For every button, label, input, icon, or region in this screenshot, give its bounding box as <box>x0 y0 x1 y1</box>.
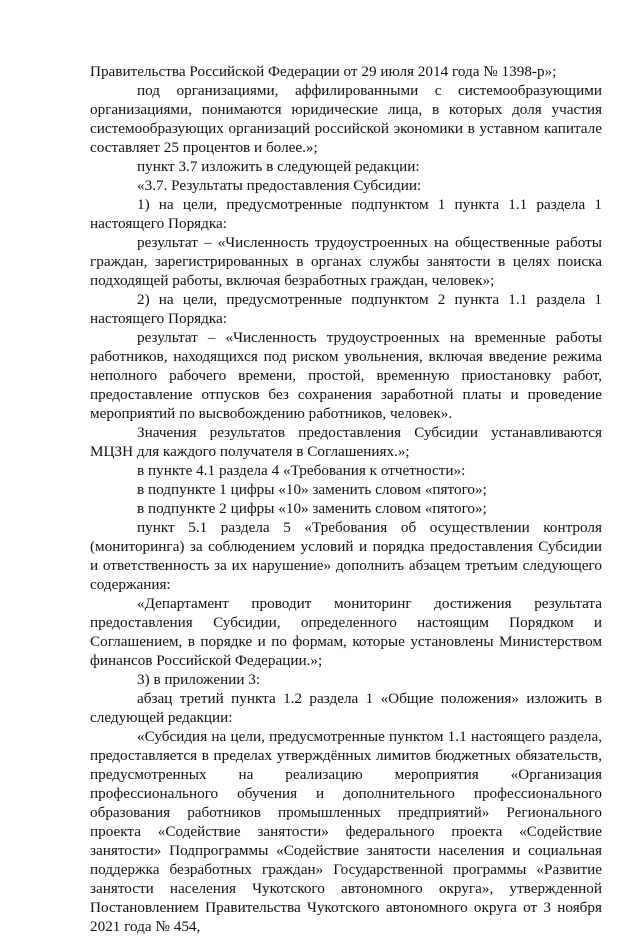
paragraph: в подпункте 2 цифры «10» заменить словом «пятого»; <box>137 500 487 517</box>
paragraph: «3.7. Результаты предоставления Субсидии: <box>137 177 422 194</box>
paragraph: в пункте 4.1 раздела 4 «Требования к отчетности»: <box>137 462 466 479</box>
paragraph: результат – «Численность трудоустроенных на общественные работы граждан, зарегистрированных в органах службы занятости в целях поиска подходящей работы, включая безработных граждан, человек»; <box>90 234 602 289</box>
paragraph: 2) на цели, предусмотренные подпунктом 2 пункта 1.1 раздела 1 настоящего Порядка: <box>90 291 602 327</box>
paragraph: Правительства Российской Федерации от 29 июля 2014 года № 1398-р»; <box>90 63 557 80</box>
paragraph: Значения результатов предоставления Субсидии устанавливаются МЦЗН для каждого получателя в Соглашениях.»; <box>90 424 602 460</box>
paragraph: абзац третий пункта 1.2 раздела 1 «Общие положения» изложить в следующей редакции: <box>90 690 602 726</box>
paragraph: пункт 3.7 изложить в следующей редакции: <box>137 158 420 175</box>
document-page <box>90 62 602 936</box>
paragraph: в подпункте 1 цифры «10» заменить словом «пятого»; <box>137 481 487 498</box>
paragraph: «Субсидия на цели, предусмотренные пунктом 1.1 настоящего раздела, предоставляется в пределах утверждённых лимитов бюджетных обязательств, предусмотренных на реализацию мероприятия «Организация профессионального обучения и дополнительного профессионального образования работников промышленных предприятий» Регионального проекта «Содействие занятости» федерального проекта «Содействие занятости» Подпрограммы «Содействие занятости населения и социальная поддержка безработных граждан» Государственной программы «Развитие занятости населения Чукотского автономного округа», утвержденной Постановлением Правительства Чукотского автономного округа от 3 ноября 2021 года № 454, <box>90 728 602 935</box>
paragraph: «Департамент проводит мониторинг достижения результата предоставления Субсидии, определенного настоящим Порядком и Соглашением, в порядке и по формам, которые установлены Министерством финансов Российской Федерации.»; <box>90 595 602 669</box>
paragraph: 3) в приложении 3: <box>137 671 261 688</box>
paragraph: результат – «Численность трудоустроенных на временные работы работников, находящихся под риском увольнения, включая введение режима неполного рабочего времени, простой, временную приостановку работ, предоставление отпусков без сохранения заработной платы и проведение мероприятий по высвобождению работников, человек». <box>90 329 602 422</box>
paragraph: 1) на цели, предусмотренные подпунктом 1 пункта 1.1 раздела 1 настоящего Порядка: <box>90 196 602 232</box>
paragraph: пункт 5.1 раздела 5 «Требования об осуществлении контроля (мониторинга) за соблюдением условий и порядка предоставления Субсидии и ответственность за их нарушение» дополнить абзацем третьим следующего содержания: <box>90 519 602 593</box>
paragraph: под организациями, аффилированными с системообразующими организациями, понимаются юридические лица, в которых доля участия системообразующих организаций российской экономики в уставном капитале составляет 25 процентов и более.»; <box>90 82 602 156</box>
